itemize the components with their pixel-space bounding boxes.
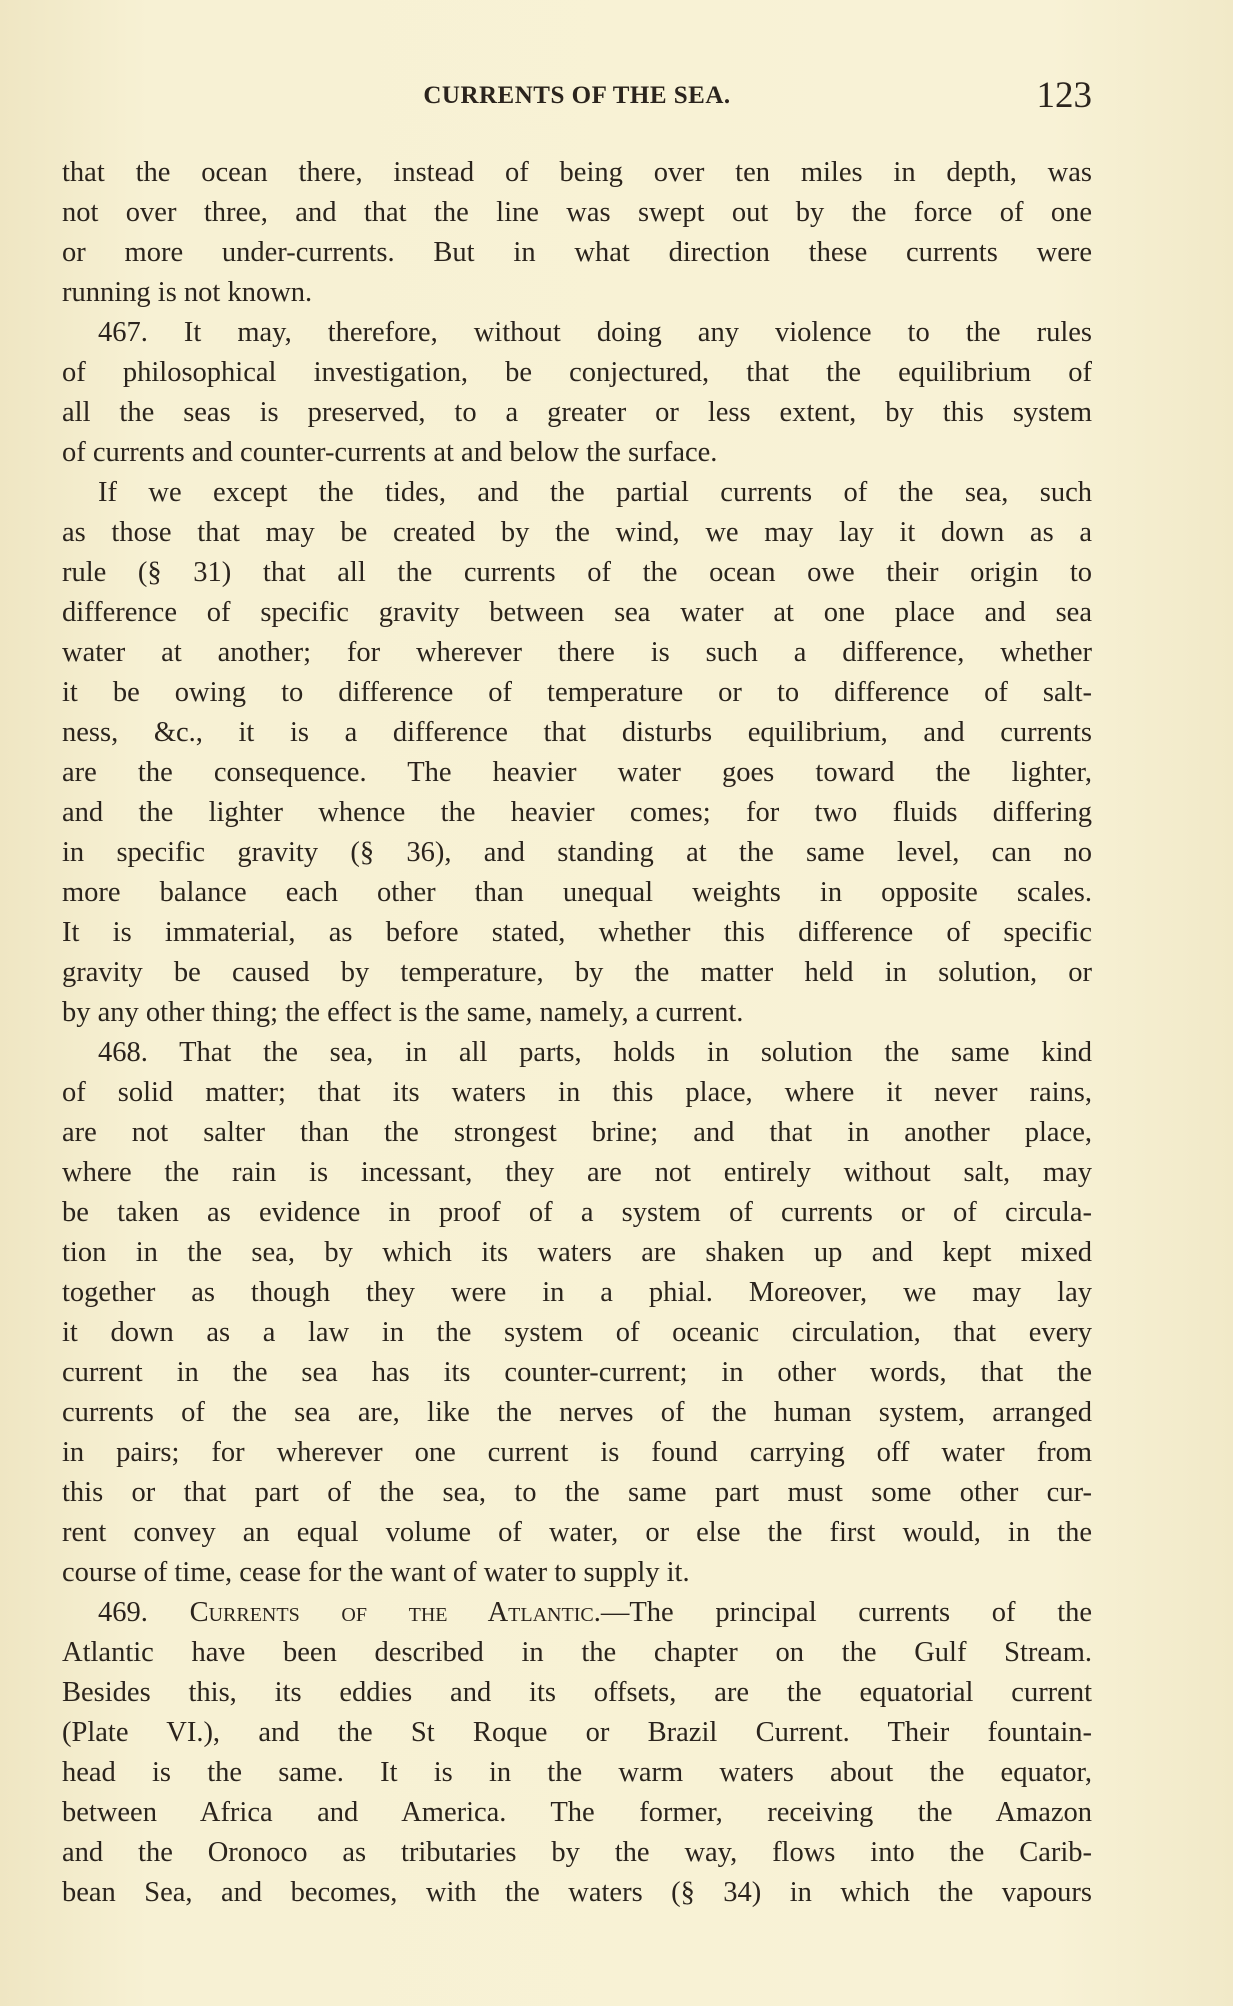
text-line: all the seas is preserved, to a greater or less extent, by this system: [62, 397, 1092, 428]
text-line: by any other thing; the effect is the same, namely, a current.: [62, 997, 744, 1028]
text-line: 468. That the sea, in all parts, holds in solution the same kind: [98, 1037, 1092, 1068]
text-line: or more under-currents. But in what direction these currents were: [62, 237, 1092, 268]
text-line: it down as a law in the system of oceanic circulation, that every: [62, 1317, 1092, 1348]
text-line: bean Sea, and becomes, with the waters (§ 34) in which the vapours: [62, 1877, 1092, 1908]
text-line: Atlantic have been described in the chapter on the Gulf Stream.: [62, 1637, 1092, 1668]
body-text: [62, 153, 1092, 1913]
text-line: (Plate VI.), and the St Roque or Brazil Current. Their fountain-: [62, 1717, 1092, 1748]
text-line: currents of the sea are, like the nerves of the human system, arranged: [62, 1397, 1092, 1428]
text-line: of philosophical investigation, be conjectured, that the equilibrium of: [62, 357, 1092, 388]
text-line: are not salter than the strongest brine; and that in another place,: [62, 1117, 1092, 1148]
section-number: 469.: [98, 1597, 148, 1628]
text-line: difference of specific gravity between sea water at one place and sea: [62, 597, 1092, 628]
running-title: CURRENTS OF THE SEA.: [423, 82, 731, 109]
running-header: [62, 74, 1092, 118]
text-line: Besides this, its eddies and its offsets, are the equatorial current: [62, 1677, 1092, 1708]
paragraph: [62, 473, 1092, 1033]
section-heading: Currents of the Atlantic.: [189, 1597, 601, 1628]
text-line: rent convey an equal volume of water, or else the first would, in the: [62, 1517, 1092, 1548]
text-line: where the rain is incessant, they are not entirely without salt, may: [62, 1157, 1092, 1188]
paragraph: [62, 153, 1092, 313]
text-line: together as though they were in a phial. Moreover, we may lay: [62, 1277, 1092, 1308]
text-line: ness, &c., it is a difference that disturbs equilibrium, and currents: [62, 717, 1092, 748]
text-line: running is not known.: [62, 277, 313, 308]
text-line: current in the sea has its counter-current; in other words, that the: [62, 1357, 1092, 1388]
text-line: tion in the sea, by which its waters are shaken up and kept mixed: [62, 1237, 1092, 1268]
text-line: and the Oronoco as tributaries by the way, flows into the Carib-: [62, 1837, 1092, 1868]
text-line: 467. It may, therefore, without doing any violence to the rules: [98, 317, 1092, 348]
paragraph: [62, 1033, 1092, 1593]
text-line: in pairs; for wherever one current is found carrying off water from: [62, 1437, 1092, 1468]
section-heading-line: [62, 1593, 1092, 1633]
text-line: be taken as evidence in proof of a system of currents or of circula-: [62, 1197, 1092, 1228]
text-line: and the lighter whence the heavier comes; for two fluids differing: [62, 797, 1092, 828]
text-line: in specific gravity (§ 36), and standing at the same level, can no: [62, 837, 1092, 868]
text-line: course of time, cease for the want of water to supply it.: [62, 1557, 690, 1588]
text-line: more balance each other than unequal weights in opposite scales.: [62, 877, 1092, 908]
page-number: 123: [1036, 75, 1092, 116]
text-line: rule (§ 31) that all the currents of the ocean owe their origin to: [62, 557, 1092, 588]
text-line: of currents and counter-currents at and below the surface.: [62, 437, 718, 468]
text-line: not over three, and that the line was swept out by the force of one: [62, 197, 1092, 228]
text-line: this or that part of the sea, to the same part must some other cur-: [62, 1477, 1092, 1508]
text-line: that the ocean there, instead of being over ten miles in depth, was: [62, 157, 1092, 188]
text-line: it be owing to difference of temperature or to difference of salt-: [62, 677, 1092, 708]
text-line: are the consequence. The heavier water goes toward the lighter,: [62, 757, 1092, 788]
section-lead: —The principal currents of the: [600, 1597, 1092, 1628]
text-line: If we except the tides, and the partial currents of the sea, such: [98, 477, 1092, 508]
text-line: It is immaterial, as before stated, whether this difference of specific: [62, 917, 1092, 948]
text-line: of solid matter; that its waters in this place, where it never rains,: [62, 1077, 1092, 1108]
text-line: water at another; for wherever there is such a difference, whether: [62, 637, 1092, 668]
text-line: head is the same. It is in the warm waters about the equator,: [62, 1757, 1092, 1788]
paragraph: [62, 313, 1092, 473]
paragraph: [62, 1593, 1092, 1913]
text-line: between Africa and America. The former, receiving the Amazon: [62, 1797, 1092, 1828]
text-line: gravity be caused by temperature, by the matter held in solution, or: [62, 957, 1092, 988]
text-line: as those that may be created by the wind, we may lay it down as a: [62, 517, 1092, 548]
